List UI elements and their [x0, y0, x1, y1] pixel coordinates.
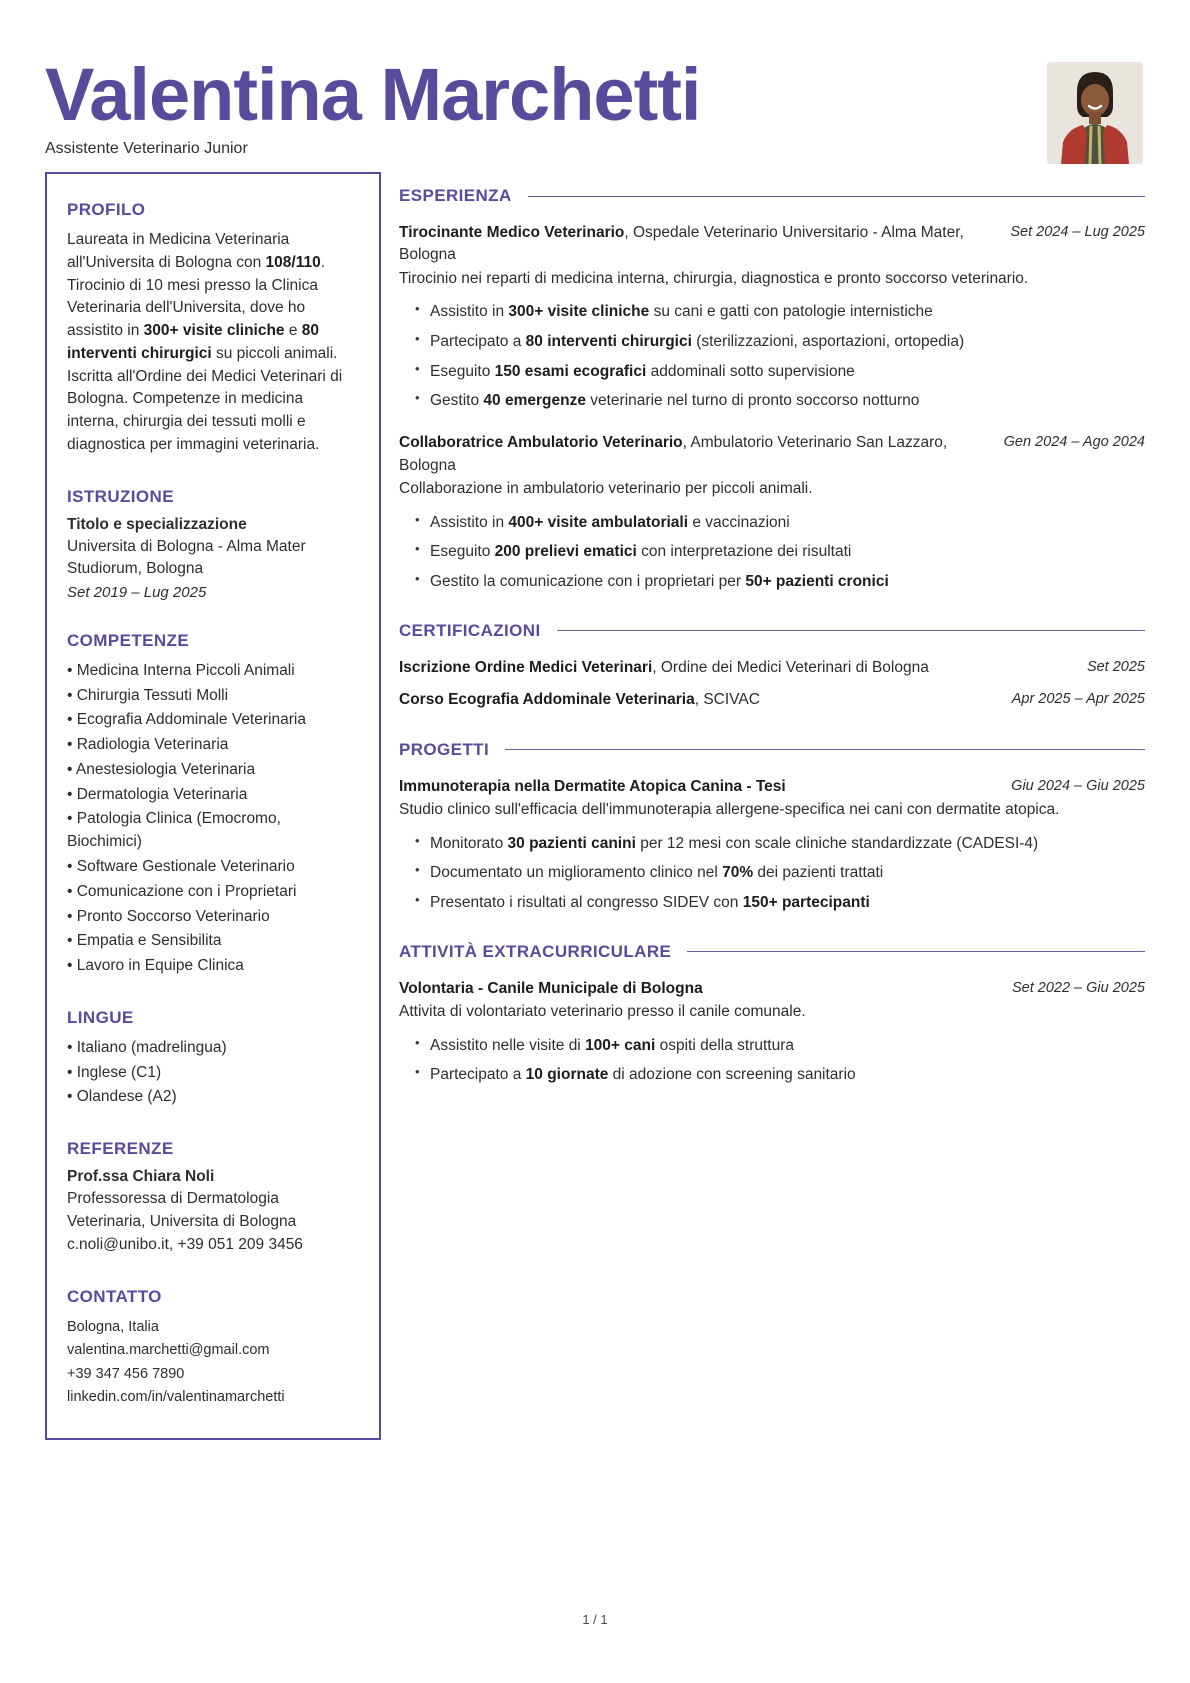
activity-entry [399, 978, 1145, 1086]
education-degree: Titolo e specializzazione [67, 515, 247, 533]
bullet-item: • Partecipato a 10 giornate di adozione con screening sanitario [415, 1064, 1145, 1086]
certification-dates: Set 2025 [1086, 658, 1145, 675]
bullet-item: • Gestito la comunicazione con i proprietari per 50+ pazienti cronici [415, 571, 1145, 593]
job-title: Tirocinante Medico Veterinario [399, 224, 625, 241]
progetti-section-header [399, 740, 1145, 760]
skill-item: • Pronto Soccorso Veterinario [67, 906, 359, 929]
profile-photo [1047, 62, 1143, 164]
certification-title: Corso Ecografia Addominale Veterinaria [399, 691, 695, 709]
person-name: Valentina Marchetti [45, 53, 701, 136]
job-bullets [399, 301, 1145, 412]
job-title-line [399, 222, 992, 267]
lingue-heading: LINGUE [67, 1007, 134, 1027]
skill-item: • Lavoro in Equipe Clinica [67, 955, 359, 978]
project-description: Studio clinico sull'efficacia dell'immunoterapia allergene-specifica nei cani con dermatite atopica. [399, 801, 1060, 819]
job-bullets [399, 512, 1145, 593]
certificazioni-title: CERTIFICAZIONI [399, 620, 541, 640]
profilo-text: Laureata in Medicina Veterinaria all'Universita di Bologna con 108/110. Tirocinio di 10 mesi presso la Clinica Veterinaria dell'Universita, dove ho assistito in 300+ visite cliniche e 80 interventi chirurgici su piccoli animali. Iscritta all'Ordine dei Medici Veterinari di Bologna. Competenze in medicina interna, chirurgia dei tessuti molli e diagnostica per immagini veterinaria. [67, 231, 343, 454]
page-indicator: 1 / 1 [582, 1612, 608, 1627]
certification-entry [399, 657, 1145, 679]
contact-location: Bologna, Italia [67, 1318, 159, 1335]
person-role: Assistente Veterinario Junior [45, 140, 248, 157]
bullet-item: • Eseguito 150 esami ecografici addominali sotto supervisione [415, 361, 1145, 383]
contact-phone: +39 347 456 7890 [67, 1365, 185, 1382]
certification-title-line [399, 657, 929, 679]
job-description: Collaborazione in ambulatorio veterinario per piccoli animali. [399, 480, 813, 498]
experience-entry [399, 432, 1145, 592]
reference-role: Professoressa di Dermatologia Veterinaria, Universita di Bologna [67, 1190, 297, 1231]
bullet-item: • Assistito in 300+ visite cliniche su cani e gatti con patologie internistiche [415, 301, 1145, 323]
profilo-heading: PROFILO [67, 200, 146, 219]
project-title-line [399, 776, 786, 798]
section-rule [528, 196, 1145, 197]
esperienza-section-header [399, 186, 1145, 206]
project-bullets [399, 833, 1145, 914]
language-item: • Inglese (C1) [67, 1062, 359, 1085]
referenze-heading: REFERENZE [67, 1139, 174, 1159]
experience-entry [399, 222, 1145, 412]
content-columns [0, 172, 1190, 1440]
job-title-line [399, 432, 986, 477]
section-rule [557, 630, 1145, 631]
profile-photo-illustration [1047, 62, 1143, 164]
extracurriculare-title: ATTIVITÀ EXTRACURRICULARE [399, 941, 672, 961]
reference-name: Prof.ssa Chiara Noli [67, 1168, 215, 1186]
skill-item: • Anestesiologia Veterinaria [67, 759, 359, 782]
reference-contact: c.noli@unibo.it, +39 051 209 3456 [67, 1235, 303, 1253]
section-rule [505, 749, 1145, 750]
bullet-item: • Eseguito 200 prelievi ematici con interpretazione dei risultati [415, 541, 1145, 563]
skill-item: • Comunicazione con i Proprietari [67, 881, 359, 904]
job-company: , Ospedale Veterinario Universitario - Alma Mater, Bologna [399, 224, 964, 264]
bullet-item: • Partecipato a 80 interventi chirurgici (sterilizzazioni, asportazioni, ortopedia) [415, 331, 1145, 353]
certification-dates: Apr 2025 – Apr 2025 [1011, 691, 1145, 708]
skill-item: • Radiologia Veterinaria [67, 734, 359, 757]
sidebar [45, 172, 381, 1440]
bullet-item: • Monitorato 30 pazienti canini per 12 mesi con scale cliniche standardizzate (CADESI-4) [415, 833, 1145, 855]
bullet-item: • Assistito nelle visite di 100+ cani ospiti della struttura [415, 1035, 1145, 1057]
esperienza-title: ESPERIENZA [399, 186, 512, 205]
certification-title-line [399, 689, 760, 711]
section-rule [687, 951, 1145, 952]
language-item: • Olandese (A2) [67, 1086, 359, 1109]
entry-head [399, 776, 1145, 798]
certification-entry [399, 689, 1145, 711]
language-item: • Italiano (madrelingua) [67, 1037, 359, 1060]
activity-bullets [399, 1035, 1145, 1086]
skill-item: • Ecografia Addominale Veterinaria [67, 709, 359, 732]
entry-head [399, 432, 1145, 477]
entry-head [399, 978, 1145, 1000]
project-dates: Giu 2024 – Giu 2025 [1011, 777, 1145, 794]
skill-item: • Software Gestionale Veterinario [67, 856, 359, 879]
activity-title-line [399, 978, 703, 1000]
skill-item: • Empatia e Sensibilita [67, 930, 359, 953]
bullet-item: • Documentato un miglioramento clinico nel 70% dei pazienti trattati [415, 862, 1145, 884]
skills-list [67, 660, 359, 978]
education-dates: Set 2019 – Lug 2025 [67, 583, 207, 601]
project-entry [399, 776, 1145, 914]
education-school: Universita di Bologna - Alma Mater Studiorum, Bologna [67, 537, 306, 578]
languages-list [67, 1037, 359, 1109]
contatto-heading: CONTATTO [67, 1286, 162, 1306]
activity-description: Attivita di volontariato veterinario presso il canile comunale. [399, 1003, 806, 1021]
skill-item: • Medicina Interna Piccoli Animali [67, 660, 359, 683]
header [0, 0, 1190, 172]
bullet-item: • Gestito 40 emergenze veterinarie nel turno di pronto soccorso notturno [415, 390, 1145, 412]
main-column [399, 172, 1145, 1106]
project-title: Immunoterapia nella Dermatite Atopica Canina - Tesi [399, 777, 786, 795]
job-company: , Ambulatorio Veterinario San Lazzaro, Bologna [399, 434, 948, 474]
progetti-title: PROGETTI [399, 739, 490, 759]
entry-head [399, 222, 1145, 267]
bullet-item: • Assistito in 400+ visite ambulatoriali e vaccinazioni [415, 512, 1145, 534]
skill-item: • Patologia Clinica (Emocromo, Biochimici) [67, 808, 359, 854]
activity-dates: Set 2022 – Giu 2025 [1011, 979, 1145, 996]
contact-linkedin: linkedin.com/in/valentinamarchetti [67, 1389, 285, 1406]
skill-item: • Chirurgia Tessuti Molli [67, 685, 359, 708]
contact-email: valentina.marchetti@gmail.com [67, 1342, 270, 1359]
certificazioni-section-header [399, 621, 1145, 641]
job-dates: Set 2024 – Lug 2025 [1010, 224, 1145, 240]
job-dates: Gen 2024 – Ago 2024 [1003, 434, 1145, 451]
activity-title: Volontaria - Canile Municipale di Bologna [399, 979, 703, 997]
job-title: Collaboratrice Ambulatorio Veterinario [399, 434, 683, 452]
certification-org: , Ordine dei Medici Veterinari di Bologna [652, 658, 929, 676]
skill-item: • Dermatologia Veterinaria [67, 784, 359, 807]
competenze-heading: COMPETENZE [67, 630, 190, 650]
job-description: Tirocinio nei reparti di medicina interna, chirurgia, diagnostica e pronto soccorso veterinario. [399, 269, 1029, 287]
certification-title: Iscrizione Ordine Medici Veterinari [399, 658, 653, 676]
extracurriculare-section-header [399, 942, 1145, 962]
bullet-item: • Presentato i risultati al congresso SIDEV con 150+ partecipanti [415, 892, 1145, 914]
istruzione-heading: ISTRUZIONE [67, 486, 174, 506]
certification-org: , SCIVAC [694, 691, 760, 709]
